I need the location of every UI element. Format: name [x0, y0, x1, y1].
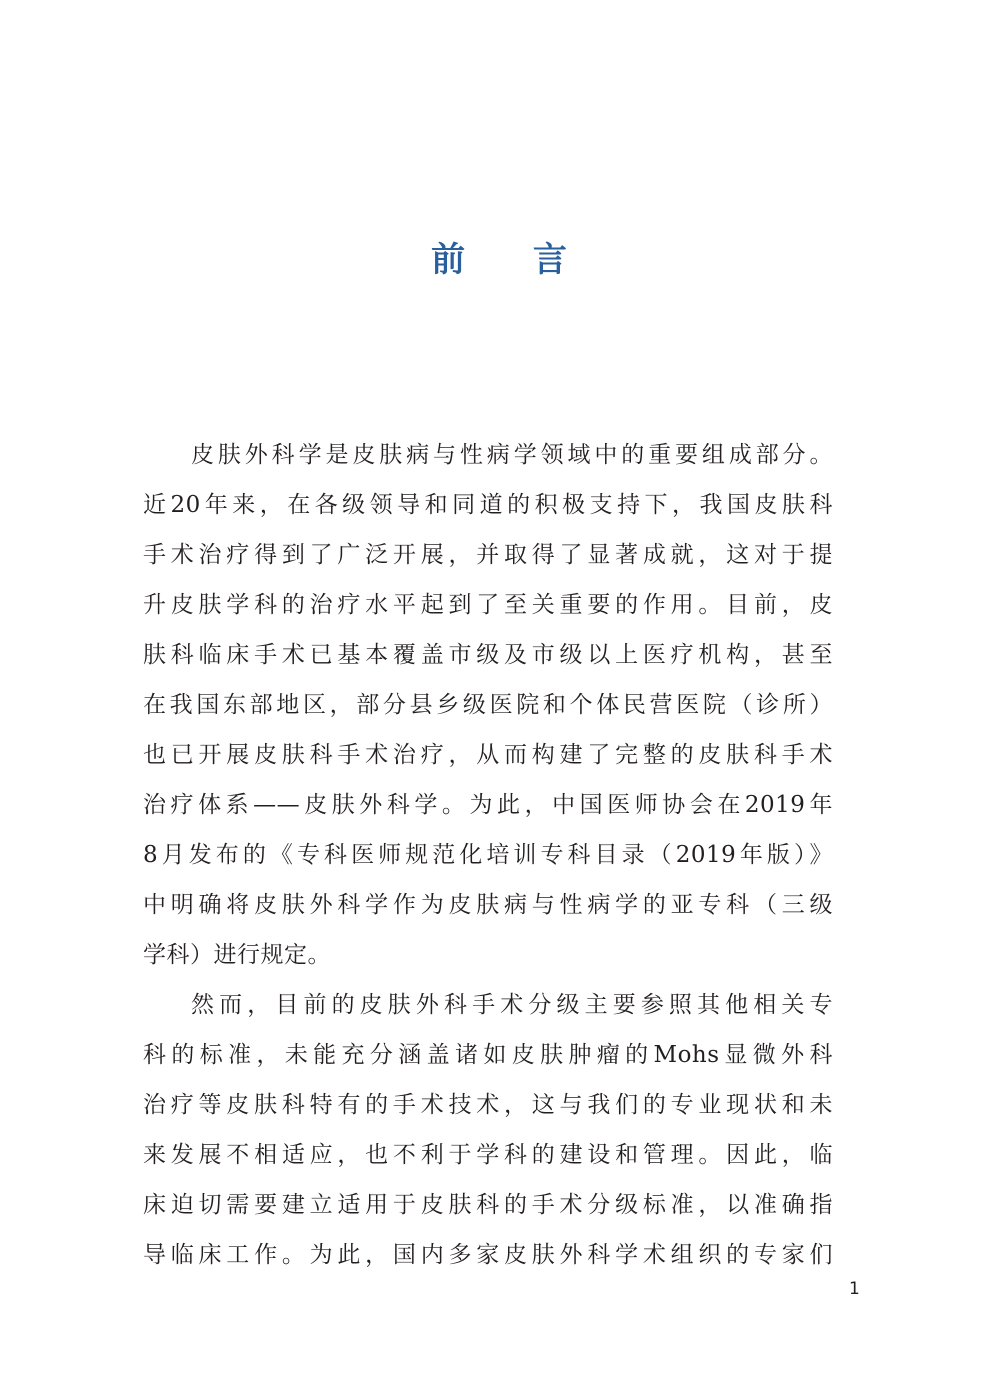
text-line: 学科）进行规定。 — [143, 942, 331, 968]
text-line: 床迫切需要建立适用于皮肤科的手术分级标准，以准确指 — [143, 1192, 833, 1218]
text-line: 来发展不相适应，也不利于学科的建设和管理。因此，临 — [143, 1142, 833, 1168]
paragraph-1 — [143, 430, 833, 980]
text-line: 治疗等皮肤科特有的手术技术，这与我们的专业现状和未 — [143, 1092, 833, 1118]
text-line: 手术治疗得到了广泛开展，并取得了显著成就，这对于提 — [143, 542, 833, 568]
text-line: 中明确将皮肤外科学作为皮肤病与性病学的亚专科（三级 — [143, 892, 833, 918]
page-number: 1 — [849, 1279, 860, 1299]
page-title: 前 言 — [431, 240, 595, 280]
paragraph-2 — [143, 980, 833, 1280]
text-line: 皮肤外科学是皮肤病与性病学领域中的重要组成部分。 — [191, 442, 833, 468]
text-line: 导临床工作。为此，国内多家皮肤外科学术组织的专家们 — [143, 1242, 833, 1268]
text-line: 治疗体系——皮肤外科学。为此，中国医师协会在2019年 — [143, 792, 833, 818]
text-line: 也已开展皮肤科手术治疗，从而构建了完整的皮肤科手术 — [143, 742, 833, 768]
text-line: 8月发布的《专科医师规范化培训专科目录（2019年版）》 — [143, 842, 833, 868]
text-line: 肤科临床手术已基本覆盖市级及市级以上医疗机构，甚至 — [143, 642, 833, 668]
text-line: 近20年来，在各级领导和同道的积极支持下，我国皮肤科 — [143, 492, 833, 518]
body-text — [143, 430, 833, 1280]
text-line: 然而，目前的皮肤外科手术分级主要参照其他相关专 — [191, 992, 833, 1018]
text-line: 科的标准，未能充分涵盖诸如皮肤肿瘤的Mohs显微外科 — [143, 1042, 833, 1068]
text-line: 升皮肤学科的治疗水平起到了至关重要的作用。目前，皮 — [143, 592, 833, 618]
text-line: 在我国东部地区，部分县乡级医院和个体民营医院（诊所） — [143, 692, 833, 718]
